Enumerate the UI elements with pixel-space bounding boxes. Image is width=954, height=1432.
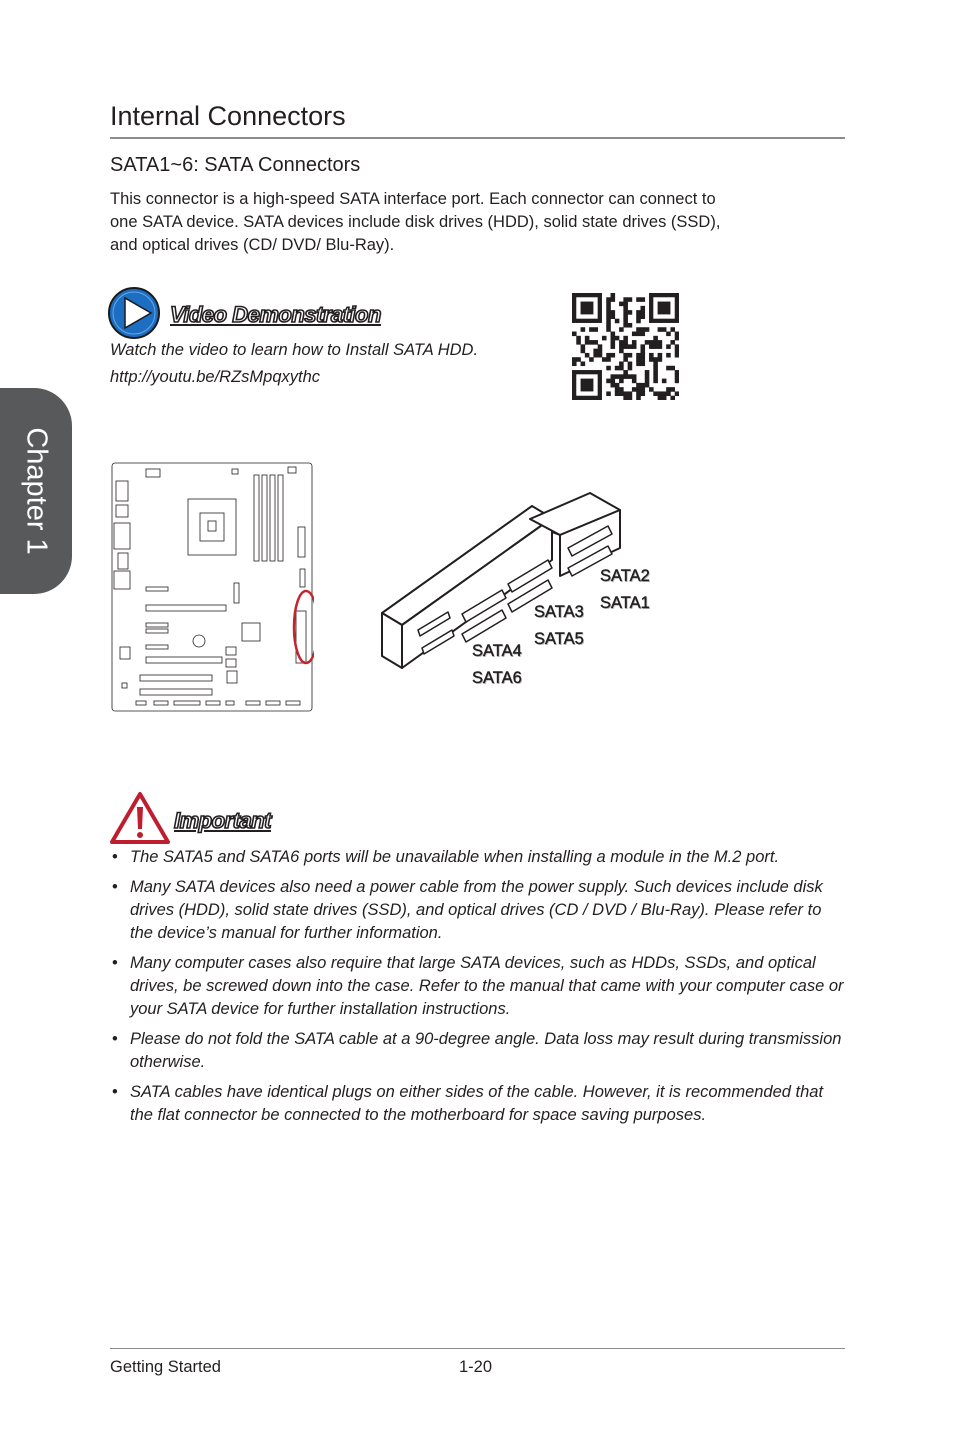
- intro-line: This connector is a high-speed SATA interface port. Each connector can connect to: [110, 190, 716, 208]
- bullet-symbol: •: [112, 1083, 118, 1101]
- important-title: Important: [174, 808, 271, 833]
- sata2-label: SATA2: [600, 567, 650, 585]
- section-divider: [110, 137, 845, 139]
- list-item-text: Many SATA devices also need a power cable from the power supply. Such devices include disk drives (HDD), solid state drives (SSD), and optical drives (CD / DVD / Blu-Ray). Please refer to the device’s manual for further information.: [130, 878, 823, 942]
- list-item-text: The SATA5 and SATA6 ports will be unavailable when installing a module in the M.2 port.: [130, 848, 780, 866]
- page-number: 1-20: [459, 1358, 493, 1376]
- sata4-label: SATA4: [472, 642, 522, 660]
- warning-icon: [109, 791, 171, 845]
- subsection-title: SATA1~6: SATA Connectors: [110, 154, 361, 176]
- list-item-text: SATA cables have identical plugs on either sides of the cable. However, it is recommended that the flat connector be connected to the motherboard for space saving purposes.: [130, 1083, 824, 1124]
- chapter-tab: [0, 388, 72, 594]
- list-item: [110, 1028, 845, 1074]
- footer-divider: [110, 1348, 845, 1349]
- sata5-label: SATA5: [534, 630, 584, 648]
- bullet-symbol: •: [112, 954, 118, 972]
- bullet-symbol: •: [112, 878, 118, 896]
- qr-code-icon[interactable]: [572, 293, 679, 400]
- sata1-label: SATA1: [600, 594, 650, 612]
- list-item-text: Please do not fold the SATA cable at a 90-degree angle. Data loss may result during transmission otherwise.: [130, 1030, 842, 1071]
- motherboard-diagram: [110, 461, 314, 713]
- section-title: Internal Connectors: [110, 101, 346, 131]
- intro-line: and optical drives (CD/ DVD/ Blu-Ray).: [110, 236, 395, 254]
- video-link[interactable]: http://youtu.be/RZsMpqxythc: [110, 368, 321, 386]
- video-demonstration-title: Video Demonstration: [170, 302, 381, 327]
- intro-line: one SATA device. SATA devices include disk drives (HDD), solid state drives (SSD),: [110, 213, 721, 231]
- list-item: [110, 846, 845, 869]
- bullet-symbol: •: [112, 848, 118, 866]
- play-icon[interactable]: [107, 286, 163, 342]
- list-item: [110, 1081, 845, 1127]
- list-item-text: Many computer cases also require that large SATA devices, such as HDDs, SSDs, and optical drives, be screwed down into the case. Refer to the manual that came with your computer case or your SATA device for further installation instructions.: [130, 954, 844, 1018]
- bullet-symbol: •: [112, 1030, 118, 1048]
- footer-section-name: Getting Started: [110, 1358, 221, 1376]
- sata3-label: SATA3: [534, 603, 584, 621]
- sata6-label: SATA6: [472, 669, 522, 687]
- intro-paragraph: [110, 188, 850, 257]
- chapter-tab-label: Chapter 1: [20, 427, 53, 555]
- important-list: [110, 846, 845, 1134]
- list-item: [110, 876, 845, 945]
- video-description: Watch the video to learn how to Install SATA HDD.: [110, 341, 479, 359]
- list-item: [110, 952, 845, 1021]
